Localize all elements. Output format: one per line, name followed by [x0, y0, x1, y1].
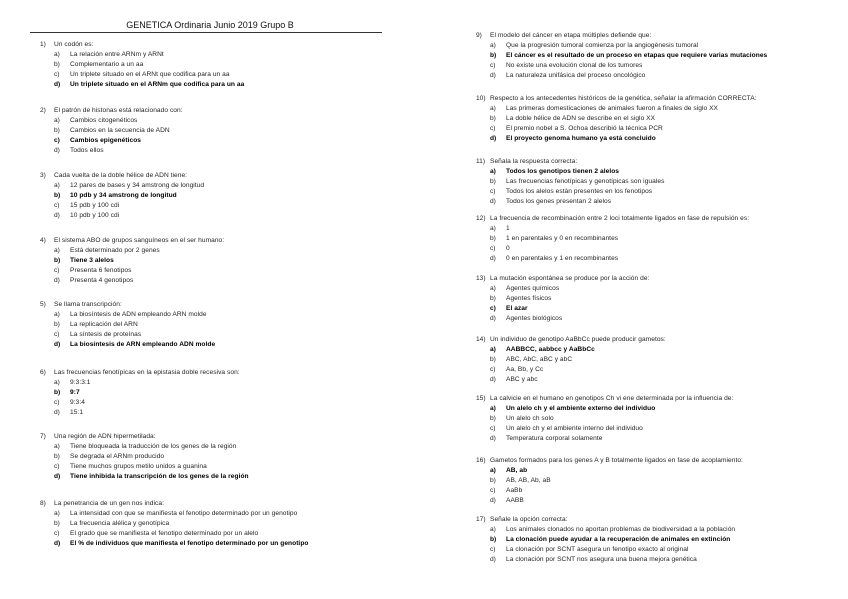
option-letter: d): [54, 277, 60, 285]
option-text: Agentes químicos: [506, 285, 560, 293]
answer-option: [476, 557, 735, 564]
option-letter: b): [490, 235, 496, 243]
option-text: La biosíntesis de ARN empleando ADN molde: [70, 341, 216, 349]
option-text: La naturaleza unifásica del proceso oncológico: [506, 72, 646, 80]
question-block: [40, 108, 183, 155]
question-block: [476, 33, 767, 80]
option-text: Cambios citogenéticos: [70, 117, 138, 125]
question-text: El modelo del cáncer en etapa múltiples defiende que:: [490, 32, 652, 39]
question-text: Se llama transcripción:: [54, 301, 122, 308]
option-text: 9:3:4: [70, 399, 85, 407]
option-text: Todos los genes presentan 2 alelos: [506, 198, 612, 206]
question-stem: [476, 216, 749, 223]
question-stem: [40, 173, 204, 180]
question-block: [40, 370, 240, 417]
option-letter: a): [490, 467, 496, 475]
option-letter: c): [54, 331, 60, 339]
answer-option: [40, 332, 215, 339]
option-text: AABBCC, aabbcc y AaBbCc: [506, 346, 595, 354]
question-stem: [476, 96, 757, 103]
option-text: Tiene muchos grupos metilo unidos a guanina: [70, 463, 207, 471]
option-text: AaBb: [506, 487, 523, 495]
option-letter: b): [54, 453, 60, 461]
answer-option: [476, 236, 749, 243]
option-text: La clonación por SCNT asegura un fenotipo exacto al original: [506, 546, 689, 554]
answer-option: [40, 531, 308, 538]
answer-option: [40, 464, 249, 471]
option-letter: d): [490, 497, 496, 505]
option-letter: d): [490, 135, 497, 143]
question-text: La calvicie en el humano en genotipos Ch vi ene determinada por la influencia de:: [490, 395, 734, 402]
option-text: Todos los alelos están presentes en los fenotipos: [506, 188, 653, 196]
correct-answer-option: [476, 406, 733, 413]
correct-answer-option: [476, 347, 666, 354]
option-text: Todos ellos: [70, 147, 104, 155]
answer-option: [476, 436, 733, 443]
option-letter: b): [490, 178, 496, 186]
question-block: [476, 159, 664, 206]
answer-option: [476, 189, 664, 196]
option-letter: d): [54, 341, 61, 349]
answer-option: [476, 126, 757, 133]
question-number: 2): [40, 107, 46, 114]
option-letter: b): [54, 321, 60, 329]
answer-option: [40, 203, 204, 210]
correct-answer-option: [476, 53, 767, 60]
answer-option: [40, 380, 240, 387]
option-text: Aa, Bb, y Cc: [506, 366, 544, 374]
answer-option: [476, 367, 666, 374]
option-text: Cambios epigenéticos: [70, 137, 141, 145]
answer-option: [476, 426, 733, 433]
option-letter: b): [490, 536, 497, 544]
answer-option: [40, 72, 244, 79]
option-text: Un alelo ch solo: [506, 415, 554, 423]
option-text: El premio nobel a S. Ochoa describió la técnica PCR: [506, 125, 663, 133]
option-text: El % de individuos que manifiesta el fenotipo determinado por un genotipo: [70, 540, 309, 548]
option-text: Tiene 3 alelos: [70, 257, 114, 265]
option-letter: b): [490, 115, 496, 123]
option-letter: c): [490, 125, 496, 133]
option-letter: c): [490, 188, 496, 196]
correct-answer-option: [476, 169, 664, 176]
question-block: [40, 434, 249, 481]
option-text: 0: [506, 245, 510, 253]
question-number: 14): [476, 336, 486, 343]
question-text: Cada vuelta de la doble hélice de ADN tiene:: [54, 172, 188, 179]
question-number: 11): [476, 158, 486, 165]
question-number: 8): [40, 500, 46, 507]
option-text: AB, ab: [506, 467, 528, 475]
option-text: Un triplete situado en el ARNt que codifica para un aa: [70, 71, 230, 79]
option-text: El cáncer es el resultado de un proceso en etapas que requiere varias mutaciones: [506, 52, 768, 60]
option-text: Se degrada el ARNm producido: [70, 453, 165, 461]
correct-answer-option: [40, 390, 240, 397]
correct-answer-option: [40, 541, 308, 548]
option-text: Tiene bloqueada la traducción de los genes de la región: [70, 443, 237, 451]
question-number: 12): [476, 215, 486, 222]
option-text: Presenta 6 fenotipos: [70, 267, 132, 275]
question-text: El sistema ABO de grupos sanguíneos en el ser humano:: [54, 237, 225, 244]
question-block: [40, 173, 204, 220]
answer-option: [40, 52, 244, 59]
option-text: Los animales clonados no aportan problemas de biodiversidad a la población: [506, 526, 736, 534]
correct-answer-option: [40, 258, 224, 265]
question-block: [476, 216, 749, 263]
option-letter: c): [54, 71, 60, 79]
option-text: Presenta 4 genotipos: [70, 277, 134, 285]
answer-option: [476, 478, 743, 485]
option-text: Temperatura corporal solamente: [506, 435, 603, 443]
option-letter: c): [490, 245, 496, 253]
option-text: 10 pdb y 100 cdi: [70, 212, 120, 220]
question-block: [40, 42, 244, 89]
answer-option: [40, 511, 308, 518]
correct-answer-option: [40, 474, 249, 481]
answer-option: [40, 268, 224, 275]
option-letter: d): [490, 315, 496, 323]
correct-answer-option: [476, 468, 743, 475]
option-text: La intensidad con que se manifiesta el fenotipo determinado por un genotipo: [70, 510, 298, 518]
question-stem: [40, 238, 224, 245]
question-text: Una región de ADN hipermetilada:: [54, 433, 156, 440]
option-text: Tiene inhibida la transcripción de los genes de la región: [70, 473, 249, 481]
option-letter: a): [54, 311, 60, 319]
option-text: AB, AB, Ab, aB: [506, 477, 551, 485]
option-letter: d): [490, 435, 496, 443]
answer-option: [476, 488, 743, 495]
option-text: El proyecto genoma humano ya está concluido: [506, 135, 656, 143]
answer-option: [476, 527, 735, 534]
question-number: 10): [476, 95, 486, 102]
option-text: Un alelo ch y el ambiente externo del individuo: [506, 405, 656, 413]
option-letter: b): [490, 295, 496, 303]
option-letter: a): [54, 247, 60, 255]
option-text: 15:1: [70, 409, 84, 417]
question-stem: [40, 434, 249, 441]
title-divider: [30, 32, 382, 33]
question-number: 4): [40, 237, 46, 244]
answer-option: [40, 128, 183, 135]
answer-option: [476, 63, 767, 70]
option-letter: c): [54, 530, 60, 538]
option-letter: a): [490, 168, 496, 176]
option-letter: a): [490, 42, 496, 50]
question-stem: [476, 517, 735, 524]
option-text: Cambios en la secuencia de ADN: [70, 127, 170, 135]
answer-option: [476, 377, 666, 384]
option-letter: a): [490, 285, 496, 293]
answer-option: [40, 454, 249, 461]
question-block: [476, 517, 735, 564]
option-text: Complementario a un aa: [70, 61, 144, 69]
question-stem: [40, 302, 215, 309]
answer-option: [40, 410, 240, 417]
question-text: Respecto a los antecedentes históricos de la genética, señalar la afirmación CORRECTA:: [490, 95, 757, 102]
option-text: Las frecuencias fenotípicas y genotípicas son iguales: [506, 178, 665, 186]
question-block: [476, 337, 666, 384]
option-text: Agentes físicos: [506, 295, 552, 303]
option-text: 1: [506, 225, 510, 233]
question-number: 9): [476, 32, 482, 39]
option-letter: b): [54, 389, 61, 397]
question-text: Gametos formados para los genes A y B totalmente ligados en fase de acoplamiento:: [490, 457, 743, 464]
answer-option: [40, 148, 183, 155]
answer-option: [476, 226, 749, 233]
option-letter: d): [490, 556, 496, 564]
answer-option: [476, 256, 749, 263]
option-letter: b): [490, 356, 496, 364]
answer-option: [476, 73, 767, 80]
option-text: Todos los genotipos tienen 2 alelos: [506, 168, 620, 176]
question-stem: [40, 42, 244, 49]
option-letter: a): [54, 379, 60, 387]
answer-option: [40, 248, 224, 255]
answer-option: [40, 213, 204, 220]
answer-option: [40, 521, 308, 528]
answer-option: [40, 400, 240, 407]
answer-option: [476, 116, 757, 123]
option-letter: a): [490, 526, 496, 534]
question-block: [476, 276, 649, 323]
option-text: La clonación por SCNT nos asegura una buena mejora genética: [506, 556, 697, 564]
answer-option: [476, 547, 735, 554]
question-block: [40, 302, 215, 349]
question-stem: [40, 501, 308, 508]
option-text: Que la progresión tumoral comienza por la angiogénesis tumoral: [506, 42, 699, 50]
option-text: La replicación del ARN: [70, 321, 138, 329]
answer-option: [476, 286, 649, 293]
option-text: El grado que se manifiesta el fenotipo determinado por un alelo: [70, 530, 259, 538]
answer-option: [40, 183, 204, 190]
answer-option: [476, 179, 664, 186]
correct-answer-option: [40, 138, 183, 145]
option-letter: a): [54, 443, 60, 451]
answer-option: [476, 199, 664, 206]
correct-answer-option: [40, 193, 204, 200]
option-text: ABC y abc: [506, 376, 538, 384]
option-letter: d): [490, 198, 496, 206]
correct-answer-option: [476, 537, 735, 544]
answer-option: [476, 357, 666, 364]
option-letter: d): [490, 376, 496, 384]
option-letter: a): [54, 117, 60, 125]
option-letter: b): [54, 520, 60, 528]
option-letter: b): [54, 61, 60, 69]
question-stem: [476, 396, 733, 403]
option-letter: c): [54, 463, 60, 471]
question-text: Un codón es:: [54, 41, 94, 48]
option-letter: c): [54, 202, 60, 210]
option-text: AABB: [506, 497, 524, 505]
page-title: GENETICA Ordinaria Junio 2019 Grupo B: [126, 20, 294, 30]
option-letter: a): [490, 405, 496, 413]
question-text: Señala la respuesta correcta:: [490, 158, 578, 165]
option-letter: c): [490, 305, 496, 313]
answer-option: [476, 498, 743, 505]
question-stem: [476, 159, 664, 166]
option-text: 12 pares de bases y 34 amstrong de longitud: [70, 182, 205, 190]
answer-option: [476, 43, 767, 50]
answer-option: [476, 106, 757, 113]
question-number: 16): [476, 457, 486, 464]
question-text: Las frecuencias fenotípicas en la epistasia doble recesiva son:: [54, 369, 240, 376]
question-text: La mutación espontánea se produce por la acción de:: [490, 275, 650, 282]
question-text: El patrón de histonas está relacionado con:: [54, 107, 183, 114]
answer-option: [40, 312, 215, 319]
question-text: Señale la opción correcta:: [490, 516, 568, 523]
option-text: 1 en parentales y 0 en recombinantes: [506, 235, 619, 243]
option-letter: a): [54, 510, 60, 518]
option-letter: b): [54, 257, 61, 265]
option-letter: b): [54, 192, 61, 200]
question-stem: [476, 337, 666, 344]
answer-option: [40, 322, 215, 329]
option-letter: a): [490, 225, 496, 233]
option-letter: c): [490, 62, 496, 70]
question-stem: [476, 458, 743, 465]
question-number: 17): [476, 516, 486, 523]
option-text: 9:7: [70, 389, 80, 397]
question-stem: [476, 33, 767, 40]
option-letter: c): [490, 546, 496, 554]
question-number: 3): [40, 172, 46, 179]
question-stem: [476, 276, 649, 283]
option-letter: a): [490, 346, 496, 354]
question-number: 15): [476, 395, 486, 402]
option-text: El azar: [506, 305, 528, 313]
correct-answer-option: [40, 342, 215, 349]
option-letter: b): [490, 415, 496, 423]
question-block: [40, 238, 224, 285]
answer-option: [476, 296, 649, 303]
option-text: Un alelo ch y el ambiente interno del individuo: [506, 425, 643, 433]
question-number: 5): [40, 301, 46, 308]
option-letter: d): [54, 81, 61, 89]
option-letter: c): [490, 366, 496, 374]
option-letter: a): [54, 182, 60, 190]
option-text: Está determinado por 2 genes: [70, 247, 160, 255]
question-block: [476, 396, 733, 443]
option-letter: d): [54, 409, 60, 417]
option-letter: c): [490, 487, 496, 495]
option-letter: c): [54, 399, 60, 407]
question-number: 1): [40, 41, 46, 48]
option-letter: d): [54, 212, 60, 220]
answer-option: [40, 118, 183, 125]
option-letter: c): [54, 267, 60, 275]
answer-option: [476, 246, 749, 253]
question-number: 13): [476, 275, 486, 282]
question-text: Un individuo de genotipo AaBbCc puede producir gametos:: [490, 336, 666, 343]
option-letter: d): [490, 255, 496, 263]
option-letter: d): [490, 72, 496, 80]
option-text: La biosíntesis de ADN empleando ARN molde: [70, 311, 207, 319]
correct-answer-option: [476, 136, 757, 143]
question-text: La penetrancia de un gen nos indica:: [54, 500, 164, 507]
correct-answer-option: [40, 82, 244, 89]
question-stem: [40, 370, 240, 377]
option-text: 10 pdb y 34 amstrong de longitud: [70, 192, 177, 200]
option-letter: a): [54, 51, 60, 59]
option-text: La doble hélice de ADN se describe en el siglo XX: [506, 115, 656, 123]
option-letter: d): [54, 473, 61, 481]
question-stem: [40, 108, 183, 115]
option-text: La síntesis de proteínas: [70, 331, 142, 339]
option-letter: c): [490, 425, 496, 433]
answer-option: [476, 416, 733, 423]
option-text: Un triplete situado en el ARNm que codifica para un aa: [70, 81, 245, 89]
correct-answer-option: [476, 306, 649, 313]
question-block: [476, 96, 757, 143]
option-text: No existe una evolución clonal de los tumores: [506, 62, 643, 70]
question-number: 6): [40, 369, 46, 376]
option-letter: c): [54, 137, 60, 145]
option-text: Agentes biológicos: [506, 315, 563, 323]
option-letter: b): [54, 127, 60, 135]
answer-option: [40, 444, 249, 451]
option-text: 0 en parentales y 1 en recombinantes: [506, 255, 619, 263]
question-number: 7): [40, 433, 46, 440]
option-text: La relación entre ARNm y ARNt: [70, 51, 164, 59]
option-text: La frecuencia alélica y genotípica: [70, 520, 170, 528]
option-letter: d): [54, 147, 60, 155]
option-text: 9:3:3:1: [70, 379, 91, 387]
option-letter: b): [490, 477, 496, 485]
option-letter: d): [54, 540, 61, 548]
question-block: [40, 501, 308, 548]
answer-option: [40, 62, 244, 69]
question-block: [476, 458, 743, 505]
answer-option: [476, 316, 649, 323]
option-text: La clonación puede ayudar a la recuperación de animales en extinción: [506, 536, 731, 544]
question-text: La frecuencia de recombinación entre 2 loci totalmente ligados en fase de repulsión es:: [490, 215, 750, 222]
option-letter: b): [490, 52, 497, 60]
option-text: 15 pdb y 100 cdi: [70, 202, 120, 210]
option-text: Las primeras domesticaciones de animales fueron a finales de siglo XX: [506, 105, 718, 113]
answer-option: [40, 278, 224, 285]
option-text: ABC, AbC, aBC y abC: [506, 356, 573, 364]
option-letter: a): [490, 105, 496, 113]
